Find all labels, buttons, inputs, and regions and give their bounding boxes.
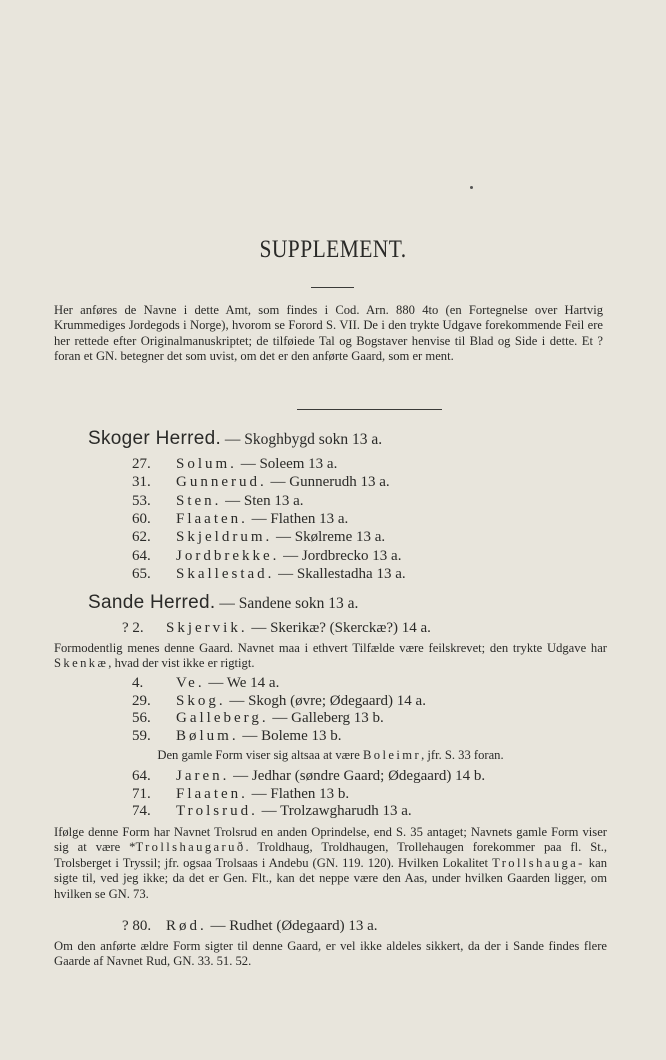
list-item <box>132 728 342 745</box>
herred-name: Sande Herred. <box>88 592 216 613</box>
list-item <box>132 675 279 692</box>
entry-name: Skog. <box>176 692 226 709</box>
note-text: Ifølge denne Form har Navnet Trolsrud en anden Oprindelse, end S. 35 antaget; Navnets gamle Form viser sig at være * <box>54 825 607 855</box>
entry-name: Skjeldrum. <box>176 529 273 546</box>
entry-number: ? 2. <box>122 620 144 636</box>
entry-old-form: — Jordbrecko 13 a. <box>279 547 402 564</box>
entry-name: Sten. <box>176 492 222 509</box>
list-item <box>132 548 401 565</box>
entry-old-form: — We 14 a. <box>204 675 280 691</box>
entry-number: 59. <box>132 727 151 744</box>
entry-number: 60. <box>132 510 151 527</box>
entry-number: 53. <box>132 492 151 509</box>
herred-sokn: — Sandene sokn 13 a. <box>215 595 359 612</box>
note-bolum <box>54 748 607 763</box>
entry-number: 4. <box>132 675 144 691</box>
entry-name: Gunnerud. <box>176 474 267 491</box>
list-item <box>132 474 390 491</box>
entry-name: Skjervik. <box>166 620 248 636</box>
entry-name: Flaaten. <box>176 510 248 527</box>
entry-number: 65. <box>132 565 151 582</box>
entry-old-form: — Galleberg 13 b. <box>268 710 384 726</box>
herred-name: Skoger Herred. <box>88 428 222 449</box>
entry-name: Jordbrekke. <box>176 547 280 564</box>
entry-number: 64. <box>132 768 151 784</box>
note-text: Den gamle Form viser sig altsaa at være <box>157 748 363 762</box>
entry-name: Ve. <box>176 675 205 691</box>
list-item <box>132 803 412 820</box>
entry-name: Jaren. <box>176 768 230 784</box>
entry-name: Skallestad. <box>176 565 275 582</box>
list-item <box>132 493 304 510</box>
note-text: , jfr. S. 33 foran. <box>421 748 504 762</box>
entry-name: Bølum. <box>176 727 239 744</box>
entry-old-form: — Sten 13 a. <box>221 492 304 509</box>
note-trolsrud <box>54 825 607 902</box>
entry-number: 64. <box>132 547 151 564</box>
entry-number: 62. <box>132 529 151 546</box>
note-spaced-word: Trollshaugaruð <box>135 840 246 855</box>
entry-rod <box>122 918 378 935</box>
entry-number: 74. <box>132 803 151 819</box>
entry-number: 71. <box>132 785 151 802</box>
list-item <box>132 529 385 546</box>
entry-name: Flaaten. <box>176 785 248 802</box>
entry-number: ? 80. <box>122 918 152 934</box>
entry-old-form: — Skogh (øvre; Ødegaard) 14 a. <box>225 692 426 709</box>
title-rule <box>311 287 354 288</box>
section-rule <box>297 409 442 410</box>
note-spaced-word: Skenkæ <box>54 656 109 671</box>
entry-number: 29. <box>132 692 151 709</box>
list-item <box>132 511 348 528</box>
note-text: kan sigte til, ved jeg ikke; da det er Gen. Flt., kan det neppe være den Aas, under hvilken Gaarden ligger, om hvilken se GN. 73. <box>54 855 607 901</box>
skoger-herred-heading <box>88 428 382 450</box>
list-item <box>132 566 406 583</box>
list-item <box>132 693 426 710</box>
entry-name: Solum. <box>176 456 237 472</box>
entry-old-form: — Skallestadha 13 a. <box>274 565 406 582</box>
entry-old-form: — Flathen 13 a. <box>247 510 349 527</box>
entry-old-form: — Jedhar (søndre Gaard; Ødegaard) 14 b. <box>229 768 486 784</box>
note-spaced-word: Trollshauga- <box>492 855 585 870</box>
entry-old-form: — Skølreme 13 a. <box>272 529 386 546</box>
entry-old-form: — Skerikæ? (Skerckæ?) 14 a. <box>247 620 431 636</box>
entry-old-form: — Gunnerudh 13 a. <box>266 474 390 491</box>
note-rod: Om den anførte ældre Form sigter til denne Gaard, er vel ikke aldeles sikkert, da der i Sande findes flere Gaarde af Navnet Rud, GN. 33. 51. 52. <box>54 939 607 969</box>
page-title: SUPPLEMENT. <box>259 236 407 263</box>
entry-number: 56. <box>132 710 151 726</box>
entry-old-form: — Boleme 13 b. <box>238 727 342 744</box>
entry-skjervik <box>122 620 431 637</box>
herred-sokn: — Skoghbygd sokn 13 a. <box>221 431 383 448</box>
note-text: . Troldhaug, Troldhaugen, Trollehaugen forekommer paa fl. St., Trolsberget i Tryssil; jfr. ogsaa Trolsaas i Andebu (GN. 119. 120). Hvilken Lokalitet <box>54 840 607 870</box>
entry-old-form: — Trolzawgharudh 13 a. <box>257 803 412 819</box>
list-item <box>132 710 384 727</box>
note-text: Formodentlig menes denne Gaard. Navnet maa i ethvert Tilfælde være feilskrevet; den trykte Udgave har <box>54 641 607 655</box>
sande-herred-heading <box>88 592 358 614</box>
entry-old-form: — Flathen 13 b. <box>247 785 350 802</box>
list-item <box>132 786 349 803</box>
entry-number: 27. <box>132 456 151 472</box>
entry-name: Trolsrud. <box>176 803 258 819</box>
entry-name: Rød. <box>166 918 207 934</box>
intro-paragraph: Her anføres de Navne i dette Amt, som findes i Cod. Arn. 880 4to (en Fortegnelse over Hartvig Krummediges Jordegods i Norge), hvorom se Forord S. VII. De i den trykte Udgave forekommende Feil ere her rettede efter Originalmanuskriptet; de tilføiede Tal og Bogstaver henvise til Blad og Side i dette. Et ? foran et GN. betegner det som uvist, om det er den anførte Gaard, som er ment. <box>54 303 603 364</box>
entry-old-form: — Rudhet (Ødegaard) 13 a. <box>206 918 378 934</box>
note-spaced-word: Boleimr <box>363 748 422 762</box>
print-speck <box>470 186 473 189</box>
list-item <box>132 456 337 473</box>
entry-number: 31. <box>132 474 151 491</box>
entry-name: Galleberg. <box>176 710 269 726</box>
entry-old-form: — Soleem 13 a. <box>236 456 338 472</box>
note-skjervik <box>54 641 607 672</box>
note-text: , hvad der vist ikke er rigtigt. <box>108 656 255 671</box>
list-item <box>132 768 485 785</box>
